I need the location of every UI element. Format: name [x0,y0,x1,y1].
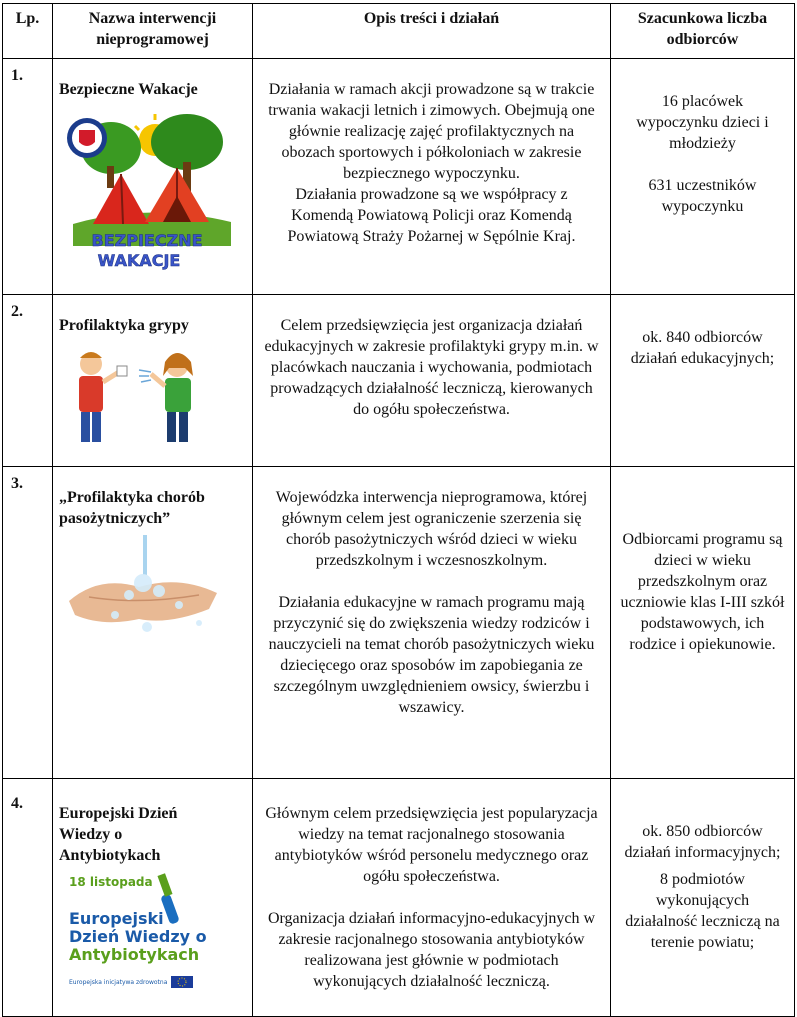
intervention-name-cell [53,467,253,779]
row-number: 3. [3,467,53,779]
recipients-cell [611,59,795,295]
intervention-name: Bezpieczne Wakacje [59,81,198,98]
recipients-text: 16 placówek wypoczynku dzieci i młodzieży [636,93,769,152]
safe-holidays-logo [59,106,239,272]
logo-line-2: Dzień Wiedzy o [69,927,207,946]
intervention-name-cell [53,59,253,295]
table-row [3,779,795,1017]
table-row [3,59,795,295]
description-paragraph: Działania prowadzone są we współpracy z Komendą Powiatową Policji oraz Komendą Powiatową Straży Pożarnej w Sępólnie Kraj. [287,186,576,245]
logo-text-top: BEZPIECZNE [91,231,203,250]
recipients-text: Odbiorcami programu są dzieci w wieku przedszkolnym oraz uczniowie klas I-III szkół podstawowych, ich rodzice i opiekunowie. [620,531,785,653]
description-paragraph: Głównym celem przedsięwzięcia jest popularyzacja wiedzy na temat racjonalnego stosowania antybiotyków wśród personelu medycznego oraz ogółu społeczeństwa. [265,805,598,885]
flu-children-illustration [59,342,239,454]
recipients-cell [611,295,795,467]
header-recipients: Szacunkowa liczba odbiorców [611,4,795,59]
header-name: Nazwa interwencji nieprogramowej [53,4,253,59]
recipients-text: ok. 840 odbiorców działań edukacyjnych; [630,329,775,367]
description-paragraph: Działania w ramach akcji prowadzone są w trakcie trwania wakacji letnich i zimowych. Obejmują one głównie realizację zajęć profilaktycznych na obozach sportowych i półkoloniach w zakresie bezpiecznego wypoczynku. [268,81,595,182]
recipients-cell [611,779,795,1017]
table-row [3,467,795,779]
description-cell [253,467,611,779]
intervention-name: Europejski Dzień Wiedzy o Antybiotykach [59,805,178,864]
row-number: 4. [3,779,53,1017]
intervention-name-cell [53,295,253,467]
header-description: Opis treści i działań [253,4,611,59]
recipients-text: ok. 850 odbiorców działań informacyjnych; [624,823,781,861]
logo-text-bottom: WAKACJE [97,251,181,270]
row-number: 2. [3,295,53,467]
interventions-table [2,3,795,1017]
logo-line-1: Europejski [69,909,164,928]
intervention-name-cell [53,779,253,1017]
intervention-name: „Profilaktyka chorób pasożytniczych” [59,489,205,527]
logo-line-3: Antybiotykach [69,945,200,964]
logo-date: 18 listopada [69,875,153,889]
antibiotic-day-logo [59,872,239,994]
description-cell [253,295,611,467]
description-cell [253,779,611,1017]
hand-washing-illustration [59,535,239,639]
header-lp: Lp. [3,4,53,59]
logo-footer: Europejska inicjatywa zdrowotna [69,979,168,986]
table-row [3,295,795,467]
intervention-name: Profilaktyka grypy [59,317,189,334]
recipients-text: 8 podmiotów wykonujących działalność leczniczą na terenie powiatu; [625,871,780,951]
description-paragraph: Wojewódzka interwencja nieprogramowa, której głównym celem jest ograniczenie szerzenia się chorób pasożytniczych wśród dzieci w wieku przedszkolnym i wczesnoszkolnym. [275,489,588,569]
recipients-text: 631 uczestników wypoczynku [648,177,757,215]
row-number: 1. [3,59,53,295]
description-paragraph: Działania edukacyjne w ramach programu mają przyczynić się do zwiększenia wiedzy rodziców i nauczycieli na temat chorób pasożytniczych wieku dziecięcego oraz sposobów im zapobiegania ze szczególnym uwzględnieniem owsicy, świerzbu i wszawicy. [268,594,595,716]
recipients-cell [611,467,795,779]
header-row [3,4,795,59]
description-paragraph: Organizacja działań informacyjno-edukacyjnych w zakresie racjonalnego stosowania antybiotyków realizowana jest głównie w podmiotach wykonujących działalność leczniczą. [267,910,596,990]
description-cell [253,59,611,295]
description-paragraph: Celem przedsięwzięcia jest organizacja działań edukacyjnych w zakresie profilaktyki grypy m.in. w placówkach nauczania i wychowania, podmiotach prowadzących działalność leczniczą, kierowanych do ogółu społeczeństwa. [264,317,599,418]
